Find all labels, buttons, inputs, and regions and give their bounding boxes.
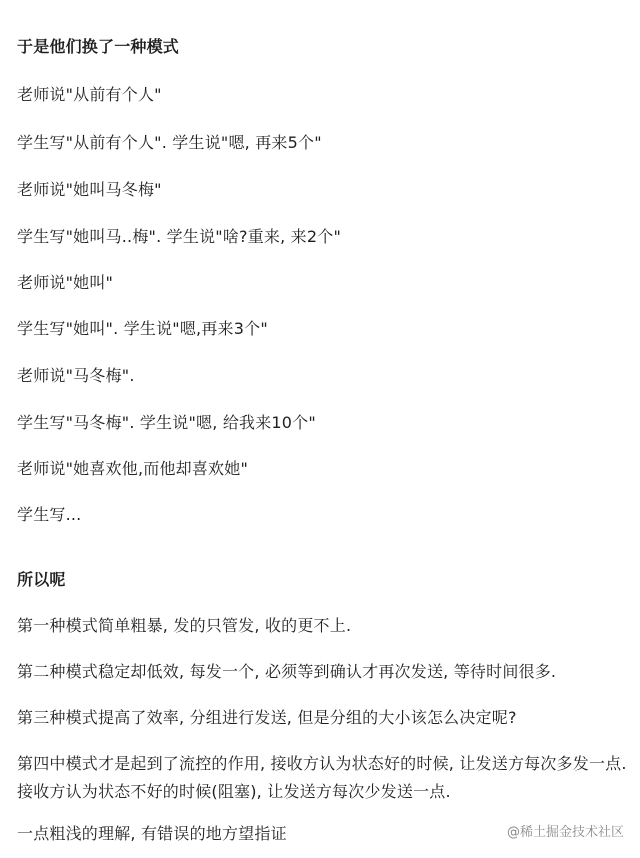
- section-heading-mode-change: 于是他们换了一种模式: [17, 37, 180, 56]
- dialogue-line: 学生写"她叫". 学生说"嗯,再来3个": [17, 319, 268, 338]
- dialogue-line: 老师说"马冬梅".: [17, 366, 135, 385]
- dialogue-line: 学生写"从前有个人". 学生说"嗯, 再来5个": [17, 133, 322, 152]
- dialogue-line: 学生写"马冬梅". 学生说"嗯, 给我来10个": [17, 413, 316, 432]
- mode-summary: 第二种模式稳定却低效, 每发一个, 必须等到确认才再次发送, 等待时间很多.: [17, 662, 557, 681]
- closing-remark: 一点粗浅的理解, 有错误的地方望指证: [17, 824, 287, 843]
- mode-summary: 第四中模式才是起到了流控的作用, 接收方认为状态好的时候, 让发送方每次多发一点. 接收方认为状态不好的时候(阻塞), 让发送方每次少发送一点.: [17, 754, 627, 801]
- dialogue-line: 老师说"她叫": [17, 273, 114, 292]
- dialogue-line: 学生写"她叫马..梅". 学生说"啥?重来, 来2个": [17, 227, 342, 246]
- dialogue-line: 学生写...: [17, 505, 82, 524]
- dialogue-line: 老师说"她喜欢他,而他却喜欢她": [17, 459, 249, 478]
- section-heading-conclusion: 所以呢: [17, 570, 66, 589]
- dialogue-line: 老师说"从前有个人": [17, 85, 162, 104]
- mode-summary: 第三种模式提高了效率, 分组进行发送, 但是分组的大小该怎么决定呢?: [17, 708, 517, 727]
- watermark: @稀土掘金技术社区: [506, 825, 624, 840]
- dialogue-line: 老师说"她叫马冬梅": [17, 180, 162, 199]
- mode-summary: 第一种模式简单粗暴, 发的只管发, 收的更不上.: [17, 616, 352, 635]
